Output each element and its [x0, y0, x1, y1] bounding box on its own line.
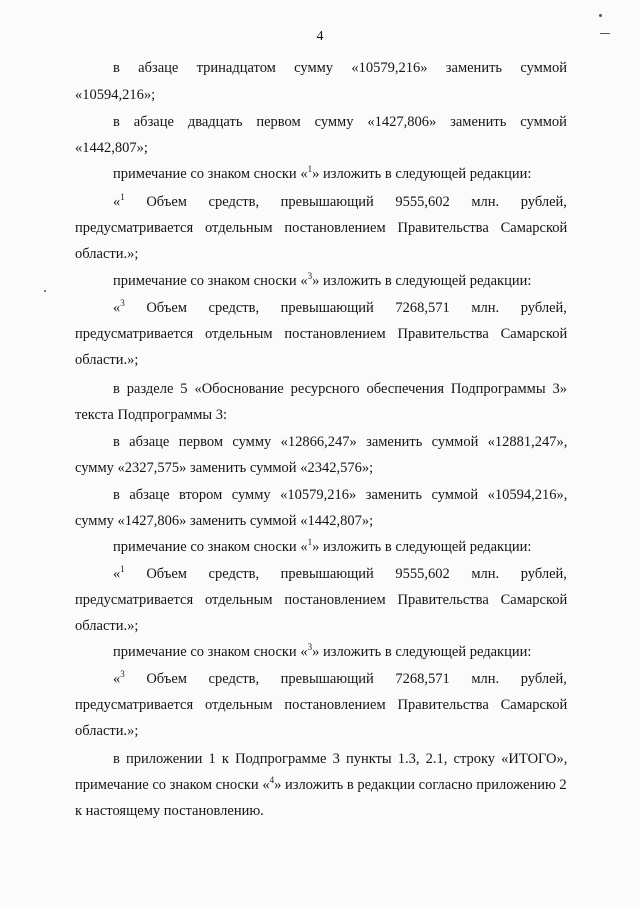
- word: суммой: [520, 114, 567, 130]
- word: 7268,571: [395, 671, 450, 687]
- word: средств,: [208, 300, 260, 316]
- word: сумму: [294, 60, 334, 76]
- word: 7268,571: [395, 300, 450, 316]
- word: средств,: [208, 194, 260, 210]
- word: заменить: [445, 60, 503, 76]
- footnote-mark: 1: [120, 564, 125, 574]
- word: в: [113, 114, 120, 130]
- text-line: [113, 113, 567, 131]
- text: примечание со знаком сноски «: [113, 273, 308, 289]
- text-line: [75, 696, 567, 714]
- text-line: [75, 591, 567, 609]
- word: превышающий: [280, 566, 374, 582]
- text-line: [75, 406, 227, 424]
- word: рублей,: [520, 671, 567, 687]
- text-line: [113, 165, 531, 183]
- text: примечание со знаком сноски «: [75, 777, 270, 793]
- text: к настоящему постановлению.: [75, 803, 264, 819]
- text-line: [75, 776, 567, 794]
- word: двадцать: [187, 114, 243, 130]
- text-line: [75, 617, 138, 635]
- text: области.»;: [75, 723, 139, 739]
- word: заменить: [450, 114, 507, 130]
- text: сумму «2327,575» заменить суммой «2342,576»;: [75, 460, 374, 476]
- word: «1427,806»: [367, 114, 437, 130]
- word: рублей,: [520, 300, 567, 316]
- word: рублей,: [520, 566, 567, 582]
- text-line: [113, 486, 567, 504]
- word: млн.: [471, 671, 500, 687]
- text: » изложить в следующей редакции:: [312, 644, 532, 660]
- word: «10579,216»: [351, 60, 428, 76]
- text: примечание со знаком сноски «: [113, 166, 308, 182]
- word: превышающий: [280, 300, 374, 316]
- text: сумму «1427,806» заменить суммой «1442,807»;: [75, 513, 374, 529]
- text: «1442,807»;: [75, 140, 148, 156]
- word: млн.: [471, 566, 500, 582]
- text-line: [75, 802, 264, 820]
- text-line: [113, 59, 567, 77]
- text: предусматривается отдельным постановлением Правительства Самарской: [75, 697, 568, 713]
- text-line: [75, 512, 373, 530]
- text-line: [75, 722, 138, 740]
- footnote-mark: 3: [120, 669, 125, 679]
- text-line: [75, 459, 373, 477]
- text-line: [113, 750, 567, 768]
- scan-speck: [600, 33, 610, 34]
- text: примечание со знаком сноски «: [113, 539, 308, 555]
- open-quote: «: [113, 671, 121, 687]
- scan-speck: [44, 290, 46, 292]
- open-quote-with-footnote-mark: [113, 670, 125, 688]
- open-quote-with-footnote-mark: [113, 193, 125, 211]
- footnote-mark: 3: [307, 271, 313, 281]
- open-quote-with-footnote-mark: [113, 299, 125, 317]
- text-line: [113, 193, 567, 211]
- text: предусматривается отдельным постановлением Правительства Самарской: [75, 326, 568, 342]
- text-line: [113, 643, 531, 661]
- text: » изложить в следующей редакции:: [312, 166, 532, 182]
- word: Объем: [146, 566, 187, 582]
- word: 9555,602: [395, 566, 450, 582]
- text: в приложении 1 к Подпрограмме 3 пункты 1.3, 2.1, строку «ИТОГО»,: [113, 751, 568, 767]
- text-line: [113, 272, 531, 290]
- word: 9555,602: [395, 194, 450, 210]
- text-line: [75, 245, 138, 263]
- word: абзаце: [133, 114, 174, 130]
- text-line: [75, 139, 148, 157]
- text: в разделе 5 «Обоснование ресурсного обеспечения Подпрограммы 3»: [113, 381, 567, 397]
- word: тринадцатом: [196, 60, 276, 76]
- word: превышающий: [280, 194, 374, 210]
- word: Объем: [146, 671, 187, 687]
- open-quote: «: [113, 566, 121, 582]
- word: рублей,: [520, 194, 567, 210]
- text: примечание со знаком сноски «: [113, 644, 308, 660]
- word: Объем: [146, 300, 187, 316]
- footnote-mark: 1: [307, 164, 313, 174]
- word: сумму: [314, 114, 354, 130]
- text: «10594,216»;: [75, 87, 156, 103]
- text: » изложить в редакции согласно приложению 2: [274, 777, 567, 793]
- text: области.»;: [75, 618, 139, 634]
- text: области.»;: [75, 352, 139, 368]
- text-line: [75, 86, 155, 104]
- footnote-mark: 3: [120, 298, 125, 308]
- text-line: [113, 670, 567, 688]
- text: текста Подпрограммы 3:: [75, 407, 228, 423]
- text: » изложить в следующей редакции:: [312, 273, 532, 289]
- scan-speck: [599, 14, 602, 17]
- text-line: [75, 219, 567, 237]
- footnote-mark: 1: [120, 192, 125, 202]
- open-quote: «: [113, 300, 121, 316]
- word: Объем: [146, 194, 187, 210]
- text-line: [75, 325, 567, 343]
- text: предусматривается отдельным постановлением Правительства Самарской: [75, 592, 568, 608]
- word: превышающий: [280, 671, 374, 687]
- word: абзаце: [138, 60, 179, 76]
- text: в абзаце втором сумму «10579,216» заменить суммой «10594,216»,: [113, 487, 568, 503]
- text-line: [113, 380, 567, 398]
- footnote-mark: 1: [307, 537, 313, 547]
- footnote-mark: 3: [307, 642, 313, 652]
- word: в: [113, 60, 120, 76]
- word: суммой: [520, 60, 567, 76]
- open-quote: «: [113, 194, 121, 210]
- word: средств,: [208, 566, 260, 582]
- text: в абзаце первом сумму «12866,247» заменить суммой «12881,247»,: [113, 434, 568, 450]
- word: первом: [256, 114, 301, 130]
- word: млн.: [471, 194, 500, 210]
- text: области.»;: [75, 246, 139, 262]
- open-quote-with-footnote-mark: [113, 565, 125, 583]
- footnote-mark: 4: [269, 775, 275, 785]
- text-line: [113, 565, 567, 583]
- text-line: [113, 538, 531, 556]
- page-number: 4: [316, 29, 324, 44]
- word: млн.: [471, 300, 500, 316]
- text: » изложить в следующей редакции:: [312, 539, 532, 555]
- text: предусматривается отдельным постановлением Правительства Самарской: [75, 220, 568, 236]
- text-line: [113, 433, 567, 451]
- text-line: [75, 351, 138, 369]
- word: средств,: [208, 671, 260, 687]
- text-line: [113, 299, 567, 317]
